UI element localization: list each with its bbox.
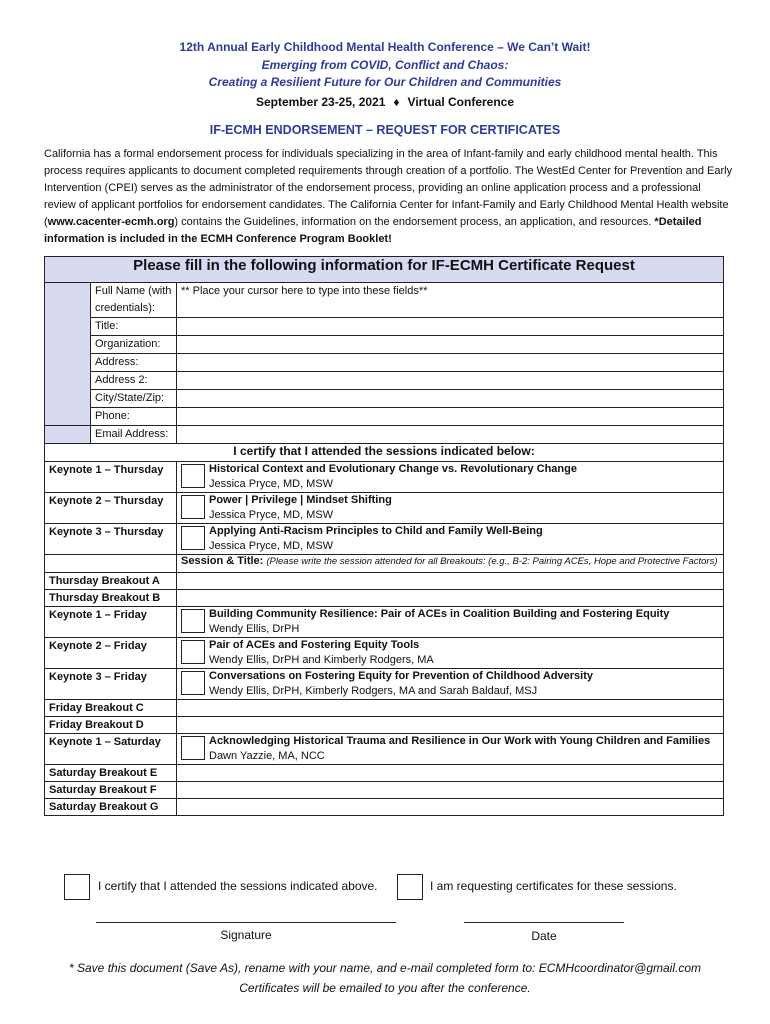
- session-row: [177, 524, 724, 555]
- footer-line-2: Certificates will be emailed to you after the conference.: [239, 981, 531, 995]
- certificate-request-form: [44, 256, 724, 816]
- organization-field[interactable]: [177, 336, 724, 354]
- session-title: Building Community Resilience: Pair of ACEs in Coalition Building and Fostering Equity: [209, 608, 670, 620]
- address-field[interactable]: [177, 354, 724, 372]
- email-field[interactable]: [177, 426, 724, 444]
- breakout-field[interactable]: [177, 799, 724, 816]
- session-title: Historical Context and Evolutionary Change vs. Revolutionary Change: [209, 463, 577, 475]
- form-side-shade: [45, 283, 91, 426]
- session-checkbox[interactable]: [181, 464, 205, 488]
- intro-body: California has a formal endorsement process for individuals specializing in the area of Infant-family and early childhood mental health. This process requires applicants to document completed requirements through creation of a portfolio. The WestEd Center for Prevention and Early Intervention (CPEI) serves as the administrator of the endorsement process, providing an online application process and a professional review of applicant portfolios for endorsement candidates. The California Center for Infant-Family and Early Childhood Mental Health website (: [44, 148, 733, 228]
- conference-subtitle-1: Emerging from COVID, Conflict and Chaos:: [261, 58, 509, 72]
- session-speaker: Wendy Ellis, DrPH, Kimberly Rodgers, MA and Sarah Baldauf, MSJ: [209, 685, 538, 697]
- field-label-full-name: Full Name (with credentials):: [91, 283, 177, 318]
- session-checkbox[interactable]: [181, 640, 205, 664]
- keynote-label: Keynote 3 – Friday: [45, 669, 177, 700]
- diamond-icon: ♦: [393, 95, 400, 109]
- breakout-label: Friday Breakout D: [45, 717, 177, 734]
- breakout-field[interactable]: [177, 573, 724, 590]
- address-2-field[interactable]: [177, 372, 724, 390]
- conference-dateline: [0, 95, 770, 109]
- footer-instructions: [0, 958, 770, 998]
- session-checkbox[interactable]: [181, 495, 205, 519]
- session-row: [177, 607, 724, 638]
- form-title: Please fill in the following information for IF-ECMH Certificate Request: [45, 257, 724, 283]
- session-title: Pair of ACEs and Fostering Equity Tools: [209, 639, 420, 651]
- city-state-zip-field[interactable]: [177, 390, 724, 408]
- session-row: [177, 734, 724, 765]
- session-note-spacer: [45, 555, 177, 573]
- intro-body-2: ) contains the Guidelines, information on the endorsement process, an application, and resources.: [174, 216, 655, 228]
- session-note: [177, 555, 724, 573]
- session-row: [177, 669, 724, 700]
- session-note-text: (Please write the session attended for all Breakouts: (e.g., B-2: Pairing ACEs, Hope and Protective Factors): [266, 556, 718, 567]
- breakout-field[interactable]: [177, 717, 724, 734]
- session-speaker: Jessica Pryce, MD, MSW: [209, 509, 334, 521]
- field-label-title: Title:: [91, 318, 177, 336]
- session-checkbox[interactable]: [181, 736, 205, 760]
- requesting-label: I am requesting certificates for these sessions.: [430, 879, 677, 893]
- conference-format: Virtual Conference: [407, 95, 515, 109]
- session-title: Power | Privilege | Mindset Shifting: [209, 494, 392, 506]
- breakout-label: Thursday Breakout B: [45, 590, 177, 607]
- field-label-email: Email Address:: [91, 426, 177, 444]
- session-speaker: Wendy Ellis, DrPH and Kimberly Rodgers, MA: [209, 654, 434, 666]
- session-row: [177, 638, 724, 669]
- title-field[interactable]: [177, 318, 724, 336]
- certify-heading: I certify that I attended the sessions indicated below:: [45, 444, 724, 462]
- requesting-checkbox[interactable]: [397, 874, 423, 900]
- breakout-field[interactable]: [177, 782, 724, 799]
- full-name-field[interactable]: [177, 283, 724, 318]
- keynote-label: Keynote 2 – Friday: [45, 638, 177, 669]
- field-label-address-2: Address 2:: [91, 372, 177, 390]
- keynote-label: Keynote 1 – Saturday: [45, 734, 177, 765]
- session-row: [177, 493, 724, 524]
- field-label-organization: Organization:: [91, 336, 177, 354]
- keynote-label: Keynote 3 – Thursday: [45, 524, 177, 555]
- breakout-field[interactable]: [177, 590, 724, 607]
- session-row: [177, 462, 724, 493]
- conference-title: 12th Annual Early Childhood Mental Health Conference – We Can’t Wait!: [179, 40, 591, 54]
- attended-checkbox[interactable]: [64, 874, 90, 900]
- session-title: Applying Anti-Racism Principles to Child and Family Well-Being: [209, 525, 543, 537]
- breakout-field[interactable]: [177, 765, 724, 782]
- breakout-label: Saturday Breakout G: [45, 799, 177, 816]
- session-speaker: Jessica Pryce, MD, MSW: [209, 540, 334, 552]
- attended-label: I certify that I attended the sessions indicated above.: [98, 879, 378, 893]
- keynote-label: Keynote 2 – Thursday: [45, 493, 177, 524]
- date-line[interactable]: [464, 922, 624, 923]
- session-checkbox[interactable]: [181, 526, 205, 550]
- breakout-label: Friday Breakout C: [45, 700, 177, 717]
- breakout-field[interactable]: [177, 700, 724, 717]
- session-speaker: Wendy Ellis, DrPH: [209, 623, 300, 635]
- website-link[interactable]: www.cacenter-ecmh.org: [47, 216, 175, 228]
- session-speaker: Jessica Pryce, MD, MSW: [209, 478, 334, 490]
- keynote-label: Keynote 1 – Thursday: [45, 462, 177, 493]
- session-title: Conversations on Fostering Equity for Prevention of Childhood Adversity: [209, 670, 594, 682]
- conference-subtitle-2: Creating a Resilient Future for Our Children and Communities: [208, 75, 562, 89]
- field-label-city-state-zip: City/State/Zip:: [91, 390, 177, 408]
- session-speaker: Dawn Yazzie, MA, NCC: [209, 750, 325, 762]
- phone-field[interactable]: [177, 408, 724, 426]
- keynote-label: Keynote 1 – Friday: [45, 607, 177, 638]
- footer-line-1: * Save this document (Save As), rename with your name, and e-mail completed form to: ECMHcoordinator@gmail.com: [69, 961, 701, 975]
- conference-dates: September 23-25, 2021: [255, 95, 386, 109]
- form-side-shade-2: [45, 426, 91, 444]
- breakout-label: Saturday Breakout E: [45, 765, 177, 782]
- signature-line[interactable]: [96, 922, 396, 923]
- signature-label: Signature: [220, 928, 272, 942]
- intro-detail: *Detailed information is included in the ECMH Conference Program Booklet!: [44, 216, 702, 245]
- session-note-label: Session & Title:: [181, 555, 264, 567]
- breakout-label: Saturday Breakout F: [45, 782, 177, 799]
- breakout-label: Thursday Breakout A: [45, 573, 177, 590]
- date-label: Date: [531, 929, 557, 943]
- section-title: IF-ECMH ENDORSEMENT – REQUEST FOR CERTIFICATES: [209, 123, 561, 137]
- session-checkbox[interactable]: [181, 609, 205, 633]
- field-label-address: Address:: [91, 354, 177, 372]
- field-placeholder: ** Place your cursor here to type into these fields**: [181, 285, 428, 297]
- session-checkbox[interactable]: [181, 671, 205, 695]
- field-label-phone: Phone:: [91, 408, 177, 426]
- session-title: Acknowledging Historical Trauma and Resilience in Our Work with Young Children and Families: [209, 735, 711, 747]
- intro-paragraph: [44, 146, 734, 248]
